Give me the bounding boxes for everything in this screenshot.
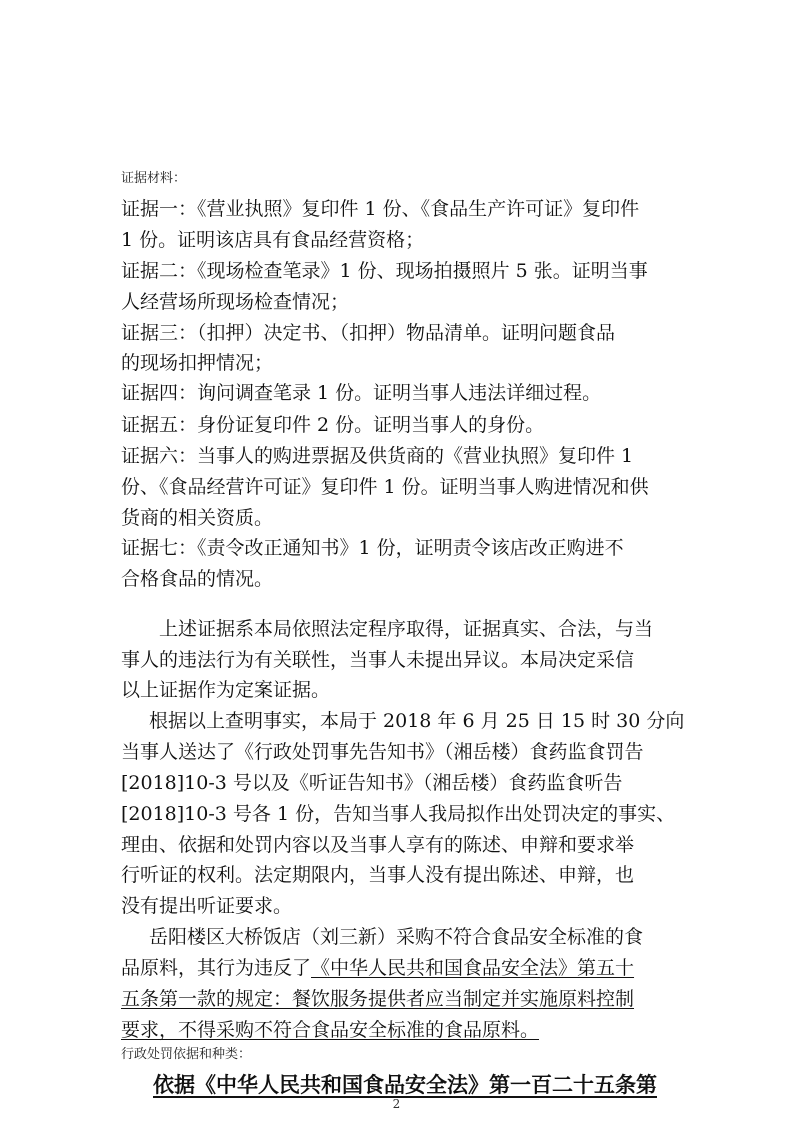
para3-line: 岳阳楼区大桥饭店（刘三新）采购不符合食品安全标准的食 xyxy=(149,926,644,948)
evidence-line: 份、《食品经营许可证》复印件 1 份。证明当事人购进情况和供 xyxy=(121,476,649,498)
evidence-line: 证据四：询问调查笔录 1 份。证明当事人违法详细过程。 xyxy=(121,382,602,404)
para2-line: [2018]10-3 号各 1 份，告知当事人我局拟作出处罚决定的事实、 xyxy=(121,803,676,825)
para2-line: 根据以上查明事实，本局于 2018 年 6 月 25 日 15 时 30 分向 xyxy=(149,710,685,732)
para2-line: 当事人送达了《行政处罚事先告知书》（湘岳楼）食药监食罚告 xyxy=(121,741,644,763)
evidence-line: 证据一：《营业执照》复印件 1 份、《食品生产许可证》复印件 xyxy=(121,198,640,220)
page-number: 2 xyxy=(392,1097,401,1111)
para2-line: 行听证的权利。法定期限内，当事人没有提出陈述、申辩，也 xyxy=(121,864,635,886)
para2-line: 没有提出听证要求。 xyxy=(121,895,293,917)
para1-line: 以上证据作为定案证据。 xyxy=(121,679,331,701)
para1-line: 事人的违法行为有关联性，当事人未提出异议。本局决定采信 xyxy=(121,649,635,671)
para3-line: 要求，不得采购不符合食品安全标准的食品原料。 xyxy=(121,1019,540,1041)
penalty-heading: 行政处罚依据和种类： xyxy=(121,1047,252,1062)
evidence-line: 证据七：《责令改正通知书》1 份，证明责令该店改正购进不 xyxy=(121,537,624,559)
law-citation-underlined: 《中华人民共和国食品安全法》第五十 xyxy=(311,957,635,979)
evidence-line: 人经营场所现场检查情况； xyxy=(121,291,350,313)
para3-plain-text: 品原料，其行为违反了 xyxy=(121,957,312,979)
evidence-line: 的现场扣押情况； xyxy=(121,352,274,374)
evidence-line: 货商的相关资质。 xyxy=(121,507,274,529)
evidence-line: 证据五：身份证复印件 2 份。证明当事人的身份。 xyxy=(121,414,545,436)
evidence-line: 1 份。证明该店具有食品经营资格； xyxy=(121,229,425,251)
penalty-basis-line: 依据《中华人民共和国食品安全法》第一百二十五条第 xyxy=(153,1073,657,1097)
evidence-heading: 证据材料： xyxy=(121,171,187,186)
para3-line xyxy=(121,955,634,981)
evidence-line: 证据三：（扣押）决定书、（扣押）物品清单。证明问题食品 xyxy=(121,322,616,344)
evidence-line: 合格食品的情况。 xyxy=(121,568,274,590)
evidence-line: 证据二：《现场检查笔录》1 份、现场拍摄照片 5 张。证明当事 xyxy=(121,260,648,282)
para3-line: 五条第一款的规定：餐饮服务提供者应当制定并实施原料控制 xyxy=(121,988,635,1010)
para2-line: [2018]10-3 号以及《听证告知书》（湘岳楼）食药监食听告 xyxy=(121,772,623,794)
evidence-line: 证据六：当事人的购进票据及供货商的《营业执照》复印件 1 xyxy=(121,445,634,467)
para1-line: 上述证据系本局依照法定程序取得，证据真实、合法，与当 xyxy=(159,618,654,640)
para2-line: 理由、依据和处罚内容以及当事人享有的陈述、申辩和要求举 xyxy=(121,834,635,856)
